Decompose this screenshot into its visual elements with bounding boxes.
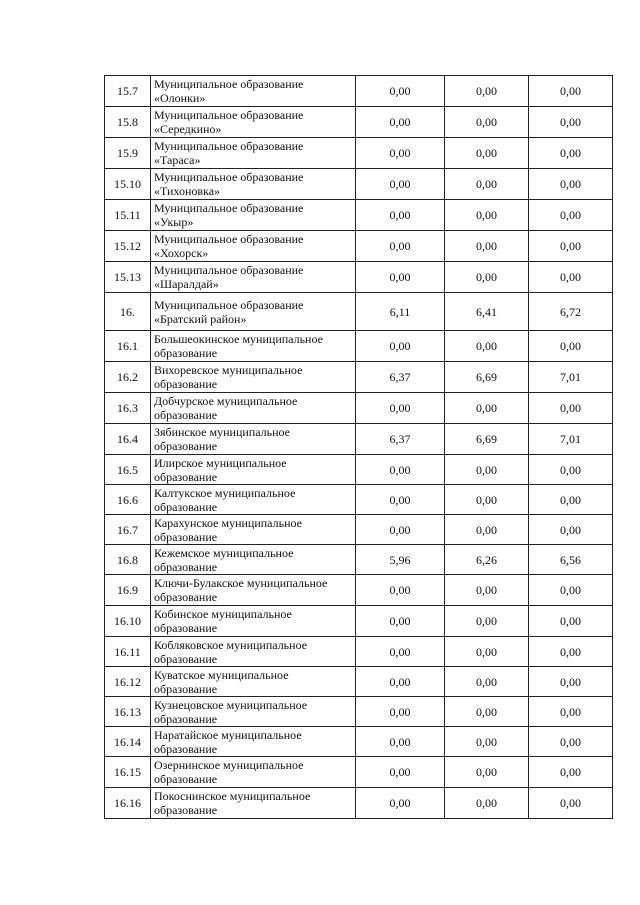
name-cell	[151, 455, 356, 485]
value-cell-2: 0,00	[445, 606, 529, 637]
table-row	[105, 293, 613, 331]
value-cell-1: 5,96	[356, 545, 445, 575]
row-number-cell: 16.	[105, 293, 151, 331]
name-cell	[151, 788, 356, 819]
table-row	[105, 667, 613, 697]
table-row	[105, 76, 613, 107]
value-cell-2: 0,00	[445, 515, 529, 545]
row-number-cell: 16.5	[105, 455, 151, 485]
municipality-name: Кобинское муниципальное образование	[154, 607, 292, 635]
municipality-name: Муниципальное образование «Олонки»	[154, 77, 304, 105]
value-cell-2: 0,00	[445, 667, 529, 697]
municipality-name: Наратайское муниципальное образование	[154, 727, 302, 756]
name-cell	[151, 393, 356, 424]
name-cell	[151, 637, 356, 667]
row-number-cell: 16.9	[105, 575, 151, 606]
table-row	[105, 362, 613, 393]
value-cell-3: 0,00	[529, 231, 613, 262]
value-cell-3: 0,00	[529, 727, 613, 757]
row-number-cell: 16.8	[105, 545, 151, 575]
value-cell-1: 0,00	[356, 331, 445, 362]
value-cell-1: 0,00	[356, 262, 445, 293]
value-cell-3: 0,00	[529, 606, 613, 637]
value-cell-2: 0,00	[445, 107, 529, 138]
row-number-cell: 16.10	[105, 606, 151, 637]
row-number-cell: 15.8	[105, 107, 151, 138]
value-cell-3: 7,01	[529, 424, 613, 455]
value-cell-2: 0,00	[445, 138, 529, 169]
table-row	[105, 138, 613, 169]
table-row	[105, 455, 613, 485]
value-cell-3: 0,00	[529, 575, 613, 606]
table-row	[105, 107, 613, 138]
table-row	[105, 637, 613, 667]
value-cell-3: 0,00	[529, 200, 613, 231]
value-cell-2: 6,41	[445, 293, 529, 331]
municipality-name: Покоснинское муниципальное образование	[154, 789, 311, 817]
table-row	[105, 424, 613, 455]
value-cell-3: 0,00	[529, 455, 613, 485]
row-number-cell: 16.6	[105, 485, 151, 515]
value-cell-3: 0,00	[529, 515, 613, 545]
table-row	[105, 515, 613, 545]
name-cell	[151, 727, 356, 757]
value-cell-1: 0,00	[356, 138, 445, 169]
name-cell	[151, 606, 356, 637]
municipality-name: Зябинское муниципальное образование	[154, 425, 290, 453]
value-cell-1: 0,00	[356, 200, 445, 231]
value-cell-1: 0,00	[356, 667, 445, 697]
municipality-name: Вихоревское муниципальное образование	[154, 363, 303, 391]
municipality-name: Куватское муниципальное образование	[154, 667, 289, 696]
value-cell-2: 0,00	[445, 76, 529, 107]
value-cell-1: 0,00	[356, 515, 445, 545]
municipality-name: Карахунское муниципальное образование	[154, 515, 302, 544]
name-cell	[151, 362, 356, 393]
row-number-cell: 16.2	[105, 362, 151, 393]
row-number-cell: 15.13	[105, 262, 151, 293]
value-cell-3: 0,00	[529, 107, 613, 138]
value-cell-1: 0,00	[356, 697, 445, 727]
value-cell-1: 0,00	[356, 169, 445, 200]
value-cell-2: 0,00	[445, 727, 529, 757]
municipality-name: Добчурское муниципальное образование	[154, 394, 298, 422]
municipality-name: Муниципальное образование «Середкино»	[154, 108, 304, 136]
table-row	[105, 545, 613, 575]
row-number-cell: 16.14	[105, 727, 151, 757]
value-cell-2: 0,00	[445, 575, 529, 606]
table-row	[105, 331, 613, 362]
name-cell	[151, 424, 356, 455]
row-number-cell: 16.15	[105, 757, 151, 788]
data-table	[104, 75, 613, 819]
value-cell-2: 6,69	[445, 362, 529, 393]
value-cell-1: 0,00	[356, 727, 445, 757]
value-cell-2: 0,00	[445, 757, 529, 788]
table-row	[105, 606, 613, 637]
municipality-name: Кузнецовское муниципальное образование	[154, 697, 308, 726]
value-cell-3: 0,00	[529, 138, 613, 169]
row-number-cell: 16.1	[105, 331, 151, 362]
name-cell	[151, 697, 356, 727]
municipality-name: Озернинское муниципальное образование	[154, 758, 304, 786]
value-cell-3: 0,00	[529, 169, 613, 200]
value-cell-1: 0,00	[356, 757, 445, 788]
name-cell	[151, 331, 356, 362]
table-row	[105, 727, 613, 757]
table-row	[105, 485, 613, 515]
value-cell-2: 0,00	[445, 637, 529, 667]
name-cell	[151, 138, 356, 169]
value-cell-3: 0,00	[529, 262, 613, 293]
name-cell	[151, 200, 356, 231]
value-cell-1: 0,00	[356, 393, 445, 424]
value-cell-1: 6,11	[356, 293, 445, 331]
row-number-cell: 15.10	[105, 169, 151, 200]
value-cell-1: 6,37	[356, 362, 445, 393]
row-number-cell: 15.11	[105, 200, 151, 231]
row-number-cell: 16.13	[105, 697, 151, 727]
municipality-name: Муниципальное образование «Братский район»	[154, 297, 304, 326]
value-cell-3: 6,72	[529, 293, 613, 331]
value-cell-2: 0,00	[445, 262, 529, 293]
name-cell	[151, 575, 356, 606]
value-cell-2: 0,00	[445, 231, 529, 262]
table-row	[105, 231, 613, 262]
municipality-name: Муниципальное образование «Хохорск»	[154, 232, 304, 260]
row-number-cell: 16.16	[105, 788, 151, 819]
name-cell	[151, 545, 356, 575]
name-cell	[151, 231, 356, 262]
table-body	[105, 76, 613, 819]
municipality-name: Калтукское муниципальное образование	[154, 485, 296, 514]
row-number-cell: 16.4	[105, 424, 151, 455]
row-number-cell: 16.7	[105, 515, 151, 545]
row-number-cell: 15.7	[105, 76, 151, 107]
value-cell-2: 0,00	[445, 393, 529, 424]
value-cell-2: 6,69	[445, 424, 529, 455]
municipality-name: Кежемское муниципальное образование	[154, 545, 294, 574]
value-cell-3: 0,00	[529, 637, 613, 667]
name-cell	[151, 757, 356, 788]
table-row	[105, 788, 613, 819]
value-cell-2: 0,00	[445, 788, 529, 819]
value-cell-2: 0,00	[445, 455, 529, 485]
value-cell-1: 6,37	[356, 424, 445, 455]
value-cell-2: 0,00	[445, 697, 529, 727]
row-number-cell: 16.12	[105, 667, 151, 697]
name-cell	[151, 76, 356, 107]
value-cell-3: 0,00	[529, 757, 613, 788]
name-cell	[151, 262, 356, 293]
municipality-name: Муниципальное образование «Тараса»	[154, 139, 304, 167]
name-cell	[151, 485, 356, 515]
table-row	[105, 697, 613, 727]
table-row	[105, 200, 613, 231]
table-row	[105, 262, 613, 293]
value-cell-2: 0,00	[445, 485, 529, 515]
value-cell-1: 0,00	[356, 231, 445, 262]
name-cell	[151, 169, 356, 200]
value-cell-1: 0,00	[356, 606, 445, 637]
value-cell-3: 6,56	[529, 545, 613, 575]
municipality-name: Илирское муниципальное образование	[154, 455, 287, 484]
value-cell-1: 0,00	[356, 455, 445, 485]
value-cell-3: 0,00	[529, 485, 613, 515]
value-cell-3: 0,00	[529, 667, 613, 697]
value-cell-3: 0,00	[529, 393, 613, 424]
value-cell-2: 0,00	[445, 331, 529, 362]
value-cell-3: 7,01	[529, 362, 613, 393]
value-cell-1: 0,00	[356, 485, 445, 515]
name-cell	[151, 515, 356, 545]
value-cell-3: 0,00	[529, 788, 613, 819]
row-number-cell: 16.11	[105, 637, 151, 667]
value-cell-2: 6,26	[445, 545, 529, 575]
value-cell-1: 0,00	[356, 788, 445, 819]
row-number-cell: 15.9	[105, 138, 151, 169]
table-row	[105, 757, 613, 788]
table-row	[105, 169, 613, 200]
municipality-name: Муниципальное образование «Укыр»	[154, 201, 304, 229]
value-cell-2: 0,00	[445, 169, 529, 200]
row-number-cell: 16.3	[105, 393, 151, 424]
value-cell-3: 0,00	[529, 76, 613, 107]
municipality-name: Муниципальное образование «Тихоновка»	[154, 170, 304, 198]
value-cell-1: 0,00	[356, 637, 445, 667]
value-cell-3: 0,00	[529, 697, 613, 727]
municipality-name: Большеокинское муниципальное образование	[154, 332, 323, 360]
municipality-name: Ключи-Булакское муниципальное образование	[154, 576, 328, 604]
name-cell	[151, 293, 356, 331]
value-cell-1: 0,00	[356, 76, 445, 107]
name-cell	[151, 107, 356, 138]
value-cell-1: 0,00	[356, 575, 445, 606]
value-cell-3: 0,00	[529, 331, 613, 362]
name-cell	[151, 667, 356, 697]
table-row	[105, 575, 613, 606]
value-cell-2: 0,00	[445, 200, 529, 231]
municipality-name: Кобляковское муниципальное образование	[154, 637, 308, 666]
table-row	[105, 393, 613, 424]
row-number-cell: 15.12	[105, 231, 151, 262]
value-cell-1: 0,00	[356, 107, 445, 138]
municipality-name: Муниципальное образование «Шаралдай»	[154, 263, 304, 291]
